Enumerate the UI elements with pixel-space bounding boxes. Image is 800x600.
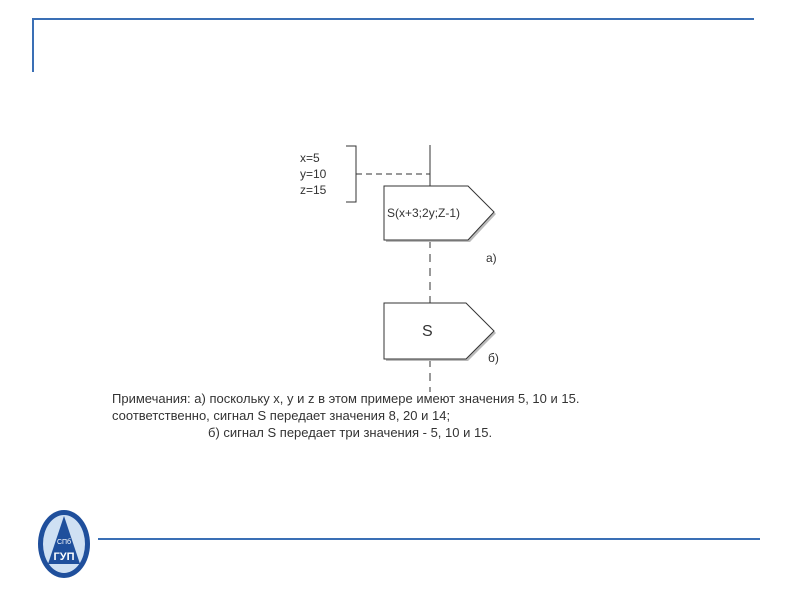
notes-line-3: б) сигнал S передает три значения - 5, 10 и 15. bbox=[208, 425, 493, 440]
university-logo bbox=[36, 508, 92, 580]
notes-line-2: соответственно, сигнал S передает значения 8, 20 и 14; bbox=[112, 408, 451, 423]
signal-b-text: S bbox=[422, 323, 433, 340]
logo-small-text: СПб bbox=[56, 539, 72, 546]
notes-block bbox=[112, 390, 712, 441]
label-b: б) bbox=[488, 351, 499, 365]
notes-line-1: Примечания: а) поскольку x, y и z в этом примере имеют значения 5, 10 и 15. bbox=[112, 391, 580, 406]
param-z: z=15 bbox=[300, 183, 327, 197]
signal-a-text: S(x+3;2y;Z-1) bbox=[387, 206, 461, 220]
param-y: y=10 bbox=[300, 167, 327, 181]
comment-bracket bbox=[346, 146, 356, 202]
param-x: x=5 bbox=[300, 151, 320, 165]
label-a: а) bbox=[486, 251, 497, 265]
logo-letters: ГУП bbox=[53, 551, 75, 563]
